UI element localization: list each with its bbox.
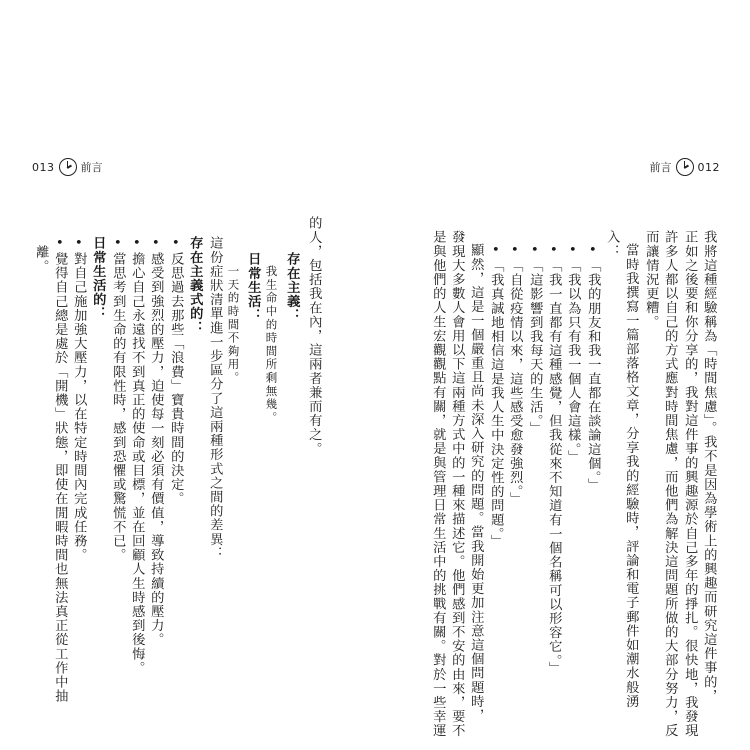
text-column: •「我的朋友和我一直都在談論這個。」 xyxy=(585,243,601,492)
text-column: •反思過去那些「浪費」寶貴時間的決定。 xyxy=(168,236,184,506)
running-title: 前言 xyxy=(649,161,672,174)
text-column: 發現大多數人會用以下這兩種方式中的一種來描述它。他們感到不安的由來，要不 xyxy=(449,230,465,738)
text-column: •「這影響到我每天的生活。」 xyxy=(527,243,543,436)
text-column: •「我真誠地相信這是我人生中決定性的問題。」 xyxy=(488,243,504,549)
text-column: 日常生活： xyxy=(245,252,261,323)
text-column: •感受到強烈的壓力，迫使每一刻必須有價值，導致持續的壓力。 xyxy=(148,236,164,647)
text-column: 而讓情況更糟。 xyxy=(643,230,659,329)
text-column: •「我以為只有我一個人會這樣。」 xyxy=(565,243,581,464)
text-column: •「自從疫情以來，這些感受愈發強烈。」 xyxy=(507,243,523,506)
right-page-header xyxy=(650,158,721,176)
running-title: 前言 xyxy=(80,161,103,174)
text-column: 正如之後要和你分享的，我對這件事的興趣源於自己多年的掙扎。很快地，我發現 xyxy=(682,230,698,738)
text-column: 我將這種經驗稱為「時間焦慮」。我不是因為學術上的興趣而研究這件事的， xyxy=(701,230,717,703)
text-column: •對自己施加強大壓力，以在特定時間內完成任務。 xyxy=(71,236,87,562)
text-column: 存在主義： xyxy=(284,252,300,323)
text-column: 日常生活的： xyxy=(90,236,106,321)
text-column: 的人，包括我在內，這兩者兼而有之。 xyxy=(306,216,322,456)
text-column: 當時我撰寫一篇部落格文章，分享我的經驗時，評論和電子郵件如潮水般湧 xyxy=(623,243,639,709)
text-column: 一天的時間不夠用。 xyxy=(226,265,241,385)
text-column: 這份症狀清單進一步區分了這兩種形式之間的差異： xyxy=(207,236,223,561)
text-column: •「我一直都有這種感覺，但我從來不知道有一個名稱可以形容它。」 xyxy=(546,243,562,676)
text-column: 顯然，這是一個嚴重且尚未深入研究的問題。當我開始更加注意這個問題時， xyxy=(468,243,484,723)
page-number: 013 xyxy=(32,160,55,174)
text-column: 我生命中的時間所剩無幾。 xyxy=(264,265,279,425)
text-column: •覺得自己總是處於「開機」狀態，即使在閒暇時間也無法真正從工作中抽 xyxy=(52,236,68,703)
text-column: •擔心自己永遠找不到真正的使命或目標，並在回顧人生時感到後悔。 xyxy=(129,236,145,675)
text-column: 入： xyxy=(604,230,620,259)
text-column: •當思考到生命的有限性時，感到恐懼或驚慌不已。 xyxy=(110,236,126,562)
right-page xyxy=(375,0,750,750)
text-column: 許多人都以自己的方式應對時間焦慮，而他們為解決這問題所做的大部分努力，反 xyxy=(662,230,678,738)
page-number: 012 xyxy=(697,160,720,174)
text-column: 是與他們的人生宏觀觀點有關，就是與管理日常生活中的挑戰有關。對於一些幸運 xyxy=(430,230,446,738)
clock-icon xyxy=(59,158,77,176)
clock-icon xyxy=(676,158,694,176)
left-page-header xyxy=(32,158,103,176)
text-column: 離。 xyxy=(33,245,49,274)
text-column: 存在主義式的： xyxy=(187,236,203,335)
